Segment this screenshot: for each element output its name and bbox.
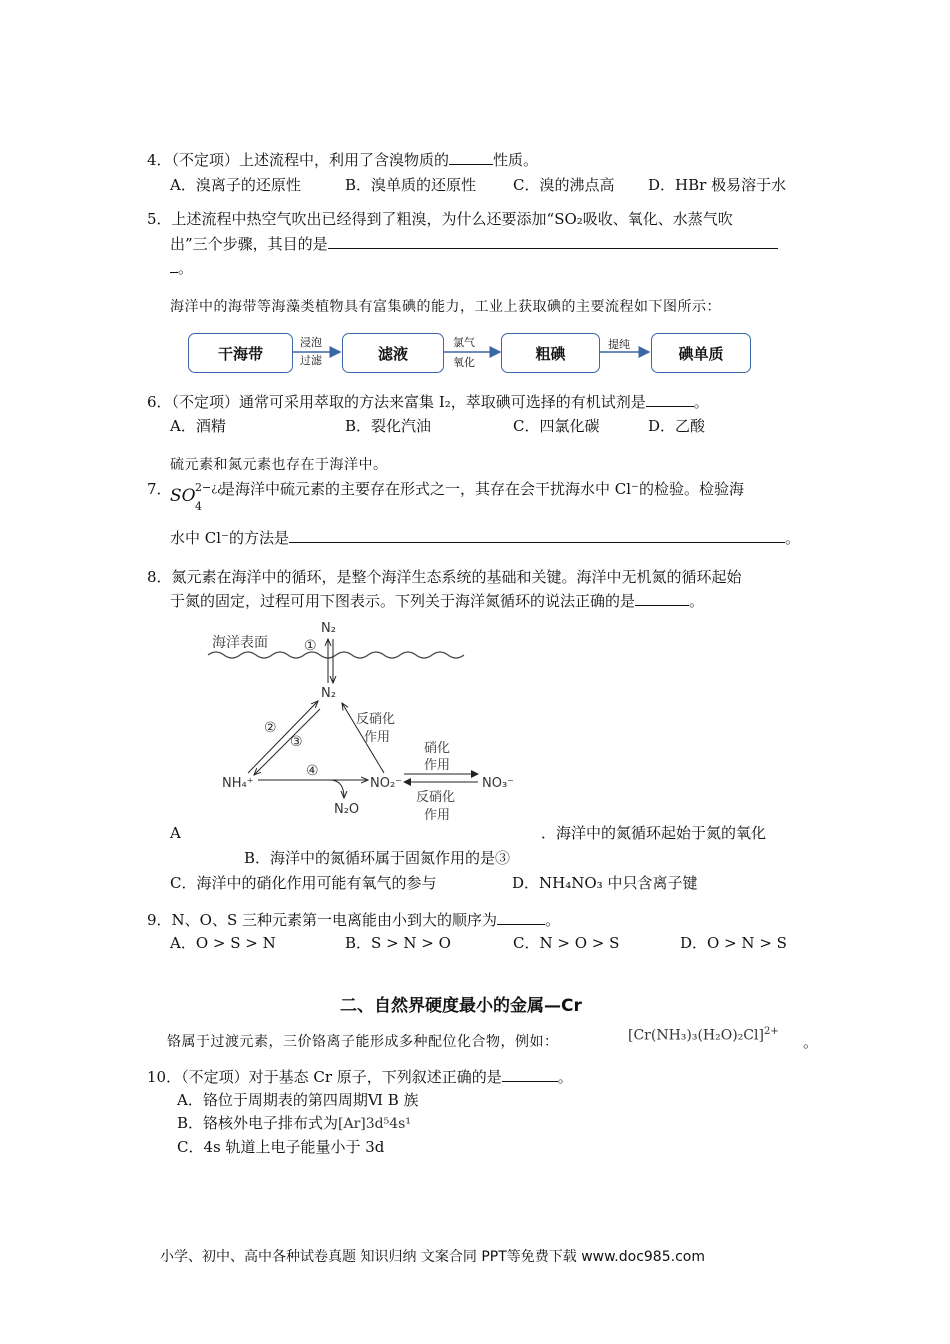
flow-arrows bbox=[0, 325, 950, 385]
q5-line2-text: 出”三个步骤，其目的是 bbox=[170, 235, 328, 253]
iodine-intro: 海洋中的海带等海藻类植物具有富集碘的能力，工业上获取碘的主要流程如下图所示： bbox=[170, 299, 721, 315]
cr-complex-formula bbox=[628, 1022, 779, 1046]
q5-line1: 5．上述流程中热空气吹出已经得到了粗溴，为什么还要添加“SO₂吸收、氧化、水蒸气吹 bbox=[147, 210, 733, 228]
denitrification-label-2: 作用 bbox=[364, 730, 391, 745]
q9-option-b[interactable]: B．S > N > O bbox=[345, 934, 451, 952]
q5-blank[interactable] bbox=[328, 234, 778, 249]
flow-label-purify: 提纯 bbox=[608, 338, 630, 351]
q7-blank[interactable] bbox=[289, 528, 785, 543]
flow-box-iodine: 碘单质 bbox=[651, 333, 751, 373]
circle-4-label: ④ bbox=[306, 763, 319, 779]
q10-option-b-text: B．铬核外电子排布式为 bbox=[177, 1114, 339, 1132]
flow-box-dry-kelp: 干海带 bbox=[188, 333, 293, 373]
q4-blank[interactable] bbox=[449, 150, 493, 165]
nitrogen-cycle-diagram bbox=[0, 615, 950, 825]
q10-option-c[interactable]: C．4s 轨道上电子能量小于 3d bbox=[177, 1138, 385, 1156]
q4-option-b[interactable]: B．溴单质的还原性 bbox=[345, 176, 477, 194]
q9-option-c[interactable]: C．N > O > S bbox=[513, 934, 620, 952]
sea-surface-label: 海洋表面 bbox=[212, 635, 268, 651]
q5-blank-2[interactable] bbox=[170, 258, 178, 273]
q6-option-c[interactable]: C．四氯化碳 bbox=[513, 417, 600, 435]
flow-label-oxidize: 氧化 bbox=[453, 356, 475, 369]
q10-stem-text: 10．（不定项）对于基态 Cr 原子，下列叙述正确的是 bbox=[147, 1068, 502, 1086]
q7-line2-start: 水中 Cl⁻的方法是 bbox=[170, 529, 289, 547]
circle-3-label: ③ bbox=[290, 734, 303, 750]
q6-stem-text: 6．（不定项）通常可采用萃取的方法来富集 I₂，萃取碘可选择的有机试剂是 bbox=[147, 393, 646, 411]
q7-line1-rest: 是海洋中硫元素的主要存在形式之一，其存在会干扰海水中 Cl⁻的检验。检验海 bbox=[220, 480, 744, 498]
q7-line2 bbox=[170, 528, 800, 548]
denitrification2-label-1: 反硝化 bbox=[416, 790, 456, 805]
q5-line2 bbox=[170, 234, 778, 254]
no2-label: NO₂⁻ bbox=[370, 776, 403, 791]
q9-stem-end: 。 bbox=[545, 911, 561, 929]
q4-option-a[interactable]: A．溴离子的还原性 bbox=[170, 176, 301, 194]
sn-intro: 硫元素和氮元素也存在于海洋中。 bbox=[170, 457, 388, 473]
q8-line2-text: 于氮的固定，过程可用下图表示。下列关于海洋氮循环的说法正确的是 bbox=[170, 592, 636, 610]
n2o-label: N₂O bbox=[334, 802, 360, 817]
flow-label-chlorine: 氯气 bbox=[453, 336, 475, 349]
nh4-label: NH₄⁺ bbox=[222, 776, 254, 791]
flow-label-soak: 浸泡 bbox=[300, 336, 322, 349]
q4-option-d[interactable]: D．HBr 极易溶于水 bbox=[648, 176, 787, 194]
q9-option-a[interactable]: A．O > S > N bbox=[170, 934, 276, 952]
q6-blank[interactable] bbox=[646, 392, 694, 407]
nitrification-label-2: 作用 bbox=[424, 758, 451, 773]
section2-intro-end: 。 bbox=[803, 1033, 819, 1051]
nitrification-label-1: 硝化 bbox=[424, 741, 451, 756]
q8-option-a-letter[interactable]: A bbox=[170, 824, 181, 842]
q8-option-a[interactable]: ．海洋中的氮循环起始于氮的氧化 bbox=[541, 824, 767, 842]
denitrification2-label-2: 作用 bbox=[424, 808, 451, 823]
flow-box-crude-iodine: 粗碘 bbox=[501, 333, 600, 373]
q9-stem bbox=[147, 910, 560, 930]
flow-box-filtrate: 滤液 bbox=[342, 333, 444, 373]
q4-stem-end: 性质。 bbox=[493, 151, 539, 169]
circle-2-label: ② bbox=[264, 720, 277, 736]
n2-mid-label: N₂ bbox=[321, 686, 336, 701]
q8-line2 bbox=[170, 591, 704, 611]
q6-option-a[interactable]: A．酒精 bbox=[170, 417, 226, 435]
q8-line2-end: 。 bbox=[689, 592, 705, 610]
q10-stem-end: 。 bbox=[557, 1068, 573, 1086]
sea-surface-wave bbox=[208, 652, 464, 658]
arrow-n2o bbox=[330, 780, 344, 798]
q8-option-c[interactable]: C．海洋中的硝化作用可能有氧气的参与 bbox=[170, 874, 437, 892]
section2-title: 二、自然界硬度最小的金属—Cr bbox=[340, 996, 582, 1016]
q10-option-b[interactable] bbox=[177, 1113, 411, 1134]
circle-1-label: ① bbox=[304, 638, 317, 654]
q9-stem-text: 9．N、O、S 三种元素第一电离能由小到大的顺序为 bbox=[147, 911, 498, 929]
q10-stem bbox=[147, 1067, 573, 1087]
section2-intro: 铬属于过渡元素，三价铬离子能形成多种配位化合物，例如： bbox=[167, 1034, 559, 1050]
q6-option-d[interactable]: D．乙酸 bbox=[648, 417, 706, 435]
q7-line1 bbox=[147, 479, 172, 499]
q10-option-a[interactable]: A．铬位于周期表的第四周期Ⅵ B 族 bbox=[177, 1091, 419, 1109]
q9-option-d[interactable]: D．O > N > S bbox=[680, 934, 787, 952]
q7-ion-main: SO bbox=[170, 486, 196, 506]
cr-complex: [Cr(NH₃)₃(H₂O)₂Cl] bbox=[628, 1027, 764, 1044]
denitrification-label-1: 反硝化 bbox=[356, 712, 396, 727]
cr-complex-charge: 2+ bbox=[763, 1026, 779, 1037]
q10-option-b-formula: [Ar]3d⁵4s¹ bbox=[338, 1116, 411, 1132]
q5-line3 bbox=[170, 258, 193, 278]
q8-option-d[interactable]: D．NH₄NO₃ 中只含离子键 bbox=[512, 874, 698, 892]
q7-ion-sup: 2−¿¿ bbox=[195, 481, 224, 494]
q6-stem-end: 。 bbox=[693, 393, 709, 411]
n2-top-label: N₂ bbox=[321, 621, 336, 636]
flow-label-filter: 过滤 bbox=[300, 354, 322, 367]
q6-stem bbox=[147, 392, 709, 412]
no3-label: NO₃⁻ bbox=[482, 776, 515, 791]
q8-option-b[interactable]: B．海洋中的氮循环属于固氮作用的是③ bbox=[244, 849, 511, 867]
q4-stem bbox=[147, 150, 538, 170]
q7-num: 7． bbox=[147, 480, 172, 498]
page-footer: 小学、初中、高中各种试卷真题 知识归纳 文案合同 PPT等免费下载 www.doc985.com bbox=[160, 1249, 705, 1265]
q4-stem-text: 4．（不定项）上述流程中，利用了含溴物质的 bbox=[147, 151, 450, 169]
q4-option-c[interactable]: C．溴的沸点高 bbox=[513, 176, 615, 194]
q5-line3-end: 。 bbox=[178, 259, 194, 277]
q9-blank[interactable] bbox=[497, 910, 545, 925]
q8-line1: 8．氮元素在海洋中的循环，是整个海洋生态系统的基础和关键。海洋中无机氮的循环起始 bbox=[147, 568, 742, 586]
q10-blank[interactable] bbox=[502, 1067, 558, 1082]
q7-ion-sub: 4 bbox=[195, 500, 202, 513]
q6-option-b[interactable]: B．裂化汽油 bbox=[345, 417, 432, 435]
q8-blank[interactable] bbox=[635, 591, 689, 606]
q7-line2-end: 。 bbox=[784, 529, 800, 547]
q7-sulfate-ion bbox=[170, 486, 196, 506]
